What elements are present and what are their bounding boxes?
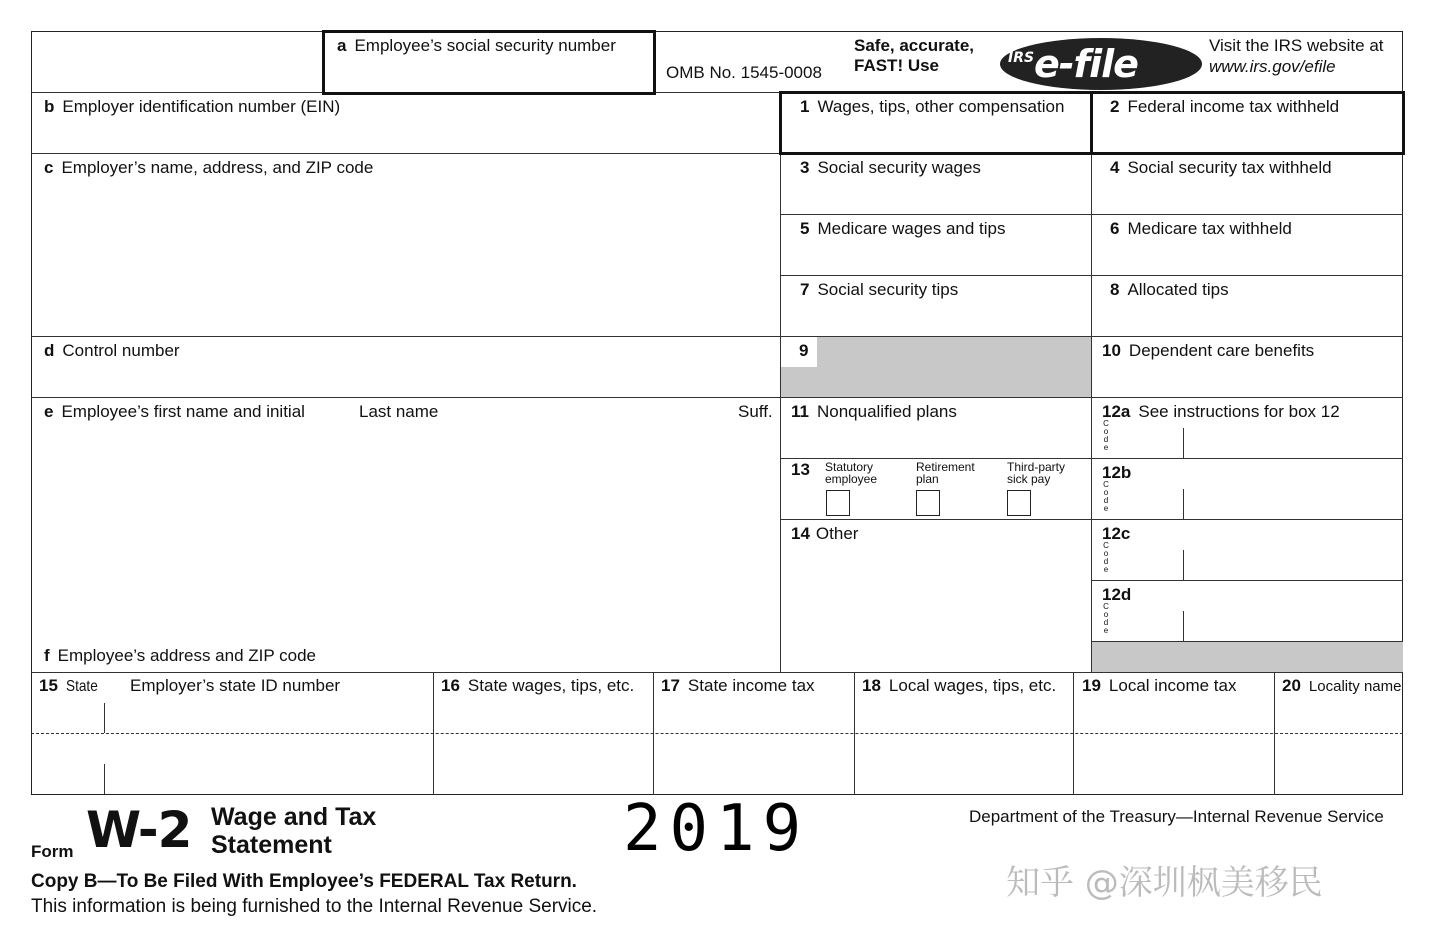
rule [1073, 672, 1074, 795]
box-17-label[interactable]: 17 State income tax [661, 676, 815, 695]
third-party-sick-pay-checkbox[interactable] [1007, 490, 1031, 516]
box-e-last-name[interactable]: Last name [359, 402, 439, 421]
box-c-label[interactable]: c Employer’s name, address, and ZIP code [44, 158, 374, 177]
efile-text: e-file [1034, 42, 1138, 86]
box-20-label[interactable]: 20 Locality name [1282, 676, 1402, 695]
dashed-rule [31, 733, 1403, 734]
rule [854, 672, 855, 795]
box-19-label[interactable]: 19 Local income tax [1082, 676, 1237, 695]
visit-line-1: Visit the IRS website at [1209, 36, 1384, 55]
code-divider [1183, 489, 1184, 519]
rule [104, 764, 105, 794]
form-word: Form [31, 842, 74, 861]
form-name: W-2 [86, 801, 192, 859]
box-18-label[interactable]: 18 Local wages, tips, etc. [862, 676, 1057, 695]
box-12d-label[interactable]: 12d [1102, 585, 1132, 604]
retirement-plan-checkbox[interactable] [916, 490, 940, 516]
department-line: Department of the Treasury—Internal Revenue Service [969, 807, 1384, 826]
code-vertical-label: C o d e [1103, 419, 1109, 452]
box-3-label[interactable]: 3 Social security wages [800, 158, 981, 177]
box-e-suffix[interactable]: Suff. [738, 402, 773, 421]
rule [1091, 92, 1092, 672]
rule [104, 703, 105, 733]
rule [1274, 672, 1275, 795]
efile-irs-text: IRS [1008, 50, 1035, 66]
rule [31, 336, 1403, 337]
box-13-number: 13 [791, 460, 810, 479]
box-12-bottom-shade [1092, 642, 1403, 672]
box-9-shade [781, 337, 1091, 397]
box-2-label[interactable]: 2 Federal income tax withheld [1110, 97, 1340, 116]
box-16-label[interactable]: 16 State wages, tips, etc. [441, 676, 635, 695]
box-15-employer-state-id-label[interactable]: Employer’s state ID number [130, 676, 341, 695]
box-15-label[interactable]: 15 State [39, 676, 98, 695]
box-6-label[interactable]: 6 Medicare tax withheld [1110, 219, 1292, 238]
tax-year: 2019 [623, 792, 810, 866]
box-e-label[interactable]: e Employee’s first name and initial [44, 402, 305, 421]
form-title-line-1: Wage and Tax [211, 803, 377, 831]
third-party-sick-pay-label: Third-party sick pay [1007, 460, 1066, 486]
box-d-label[interactable]: d Control number [44, 341, 180, 360]
box-5-label[interactable]: 5 Medicare wages and tips [800, 219, 1006, 238]
box-10-label[interactable]: 10 Dependent care benefits [1102, 341, 1315, 360]
safe-line-2: FAST! Use [854, 56, 940, 75]
rule [31, 672, 1403, 673]
box-12a-label[interactable]: 12a See instructions for box 12 [1102, 402, 1340, 421]
code-vertical-label: C o d e [1103, 541, 1109, 574]
box-1-label[interactable]: 1 Wages, tips, other compensation [800, 97, 1065, 116]
watermark: 知乎 @深圳枫美移民 [1006, 863, 1323, 903]
box-f-label[interactable]: f Employee’s address and ZIP code [44, 646, 316, 665]
form-title-line-2: Statement [211, 831, 332, 859]
box-11-label[interactable]: 11 Nonqualified plans [791, 402, 957, 421]
box-b-label[interactable]: b Employer identification number (EIN) [44, 97, 341, 116]
statutory-employee-checkbox[interactable] [826, 490, 850, 516]
rule [1091, 580, 1403, 581]
box-8-label[interactable]: 8 Allocated tips [1110, 280, 1229, 299]
irs-efile-logo [1000, 38, 1202, 90]
box-14-label[interactable]: 14 Other [791, 524, 859, 543]
retirement-plan-label: Retirement plan [916, 460, 975, 486]
box-9-label: 9 [799, 341, 809, 360]
box-12c-label[interactable]: 12c [1102, 524, 1131, 543]
code-vertical-label: C o d e [1103, 602, 1109, 635]
code-vertical-label: C o d e [1103, 480, 1109, 513]
omb-number: OMB No. 1545-0008 [666, 63, 822, 82]
box-12b-label[interactable]: 12b [1102, 463, 1132, 482]
statutory-employee-label: Statutory employee [825, 460, 878, 486]
rule [653, 672, 654, 795]
rule [433, 672, 434, 795]
code-divider [1183, 611, 1184, 641]
box-4-label[interactable]: 4 Social security tax withheld [1110, 158, 1332, 177]
box-a-label[interactable]: a Employee’s social security number [337, 36, 616, 55]
safe-line-1: Safe, accurate, [854, 36, 975, 55]
info-line: This information is being furnished to the Internal Revenue Service. [31, 896, 598, 917]
copy-b-line: Copy B—To Be Filed With Employee’s FEDERAL Tax Return. [31, 871, 577, 892]
visit-link[interactable]: www.irs.gov/efile [1209, 57, 1336, 76]
code-divider [1183, 550, 1184, 580]
box-7-label[interactable]: 7 Social security tips [800, 280, 959, 299]
rule [31, 397, 1403, 398]
code-divider [1183, 428, 1184, 458]
